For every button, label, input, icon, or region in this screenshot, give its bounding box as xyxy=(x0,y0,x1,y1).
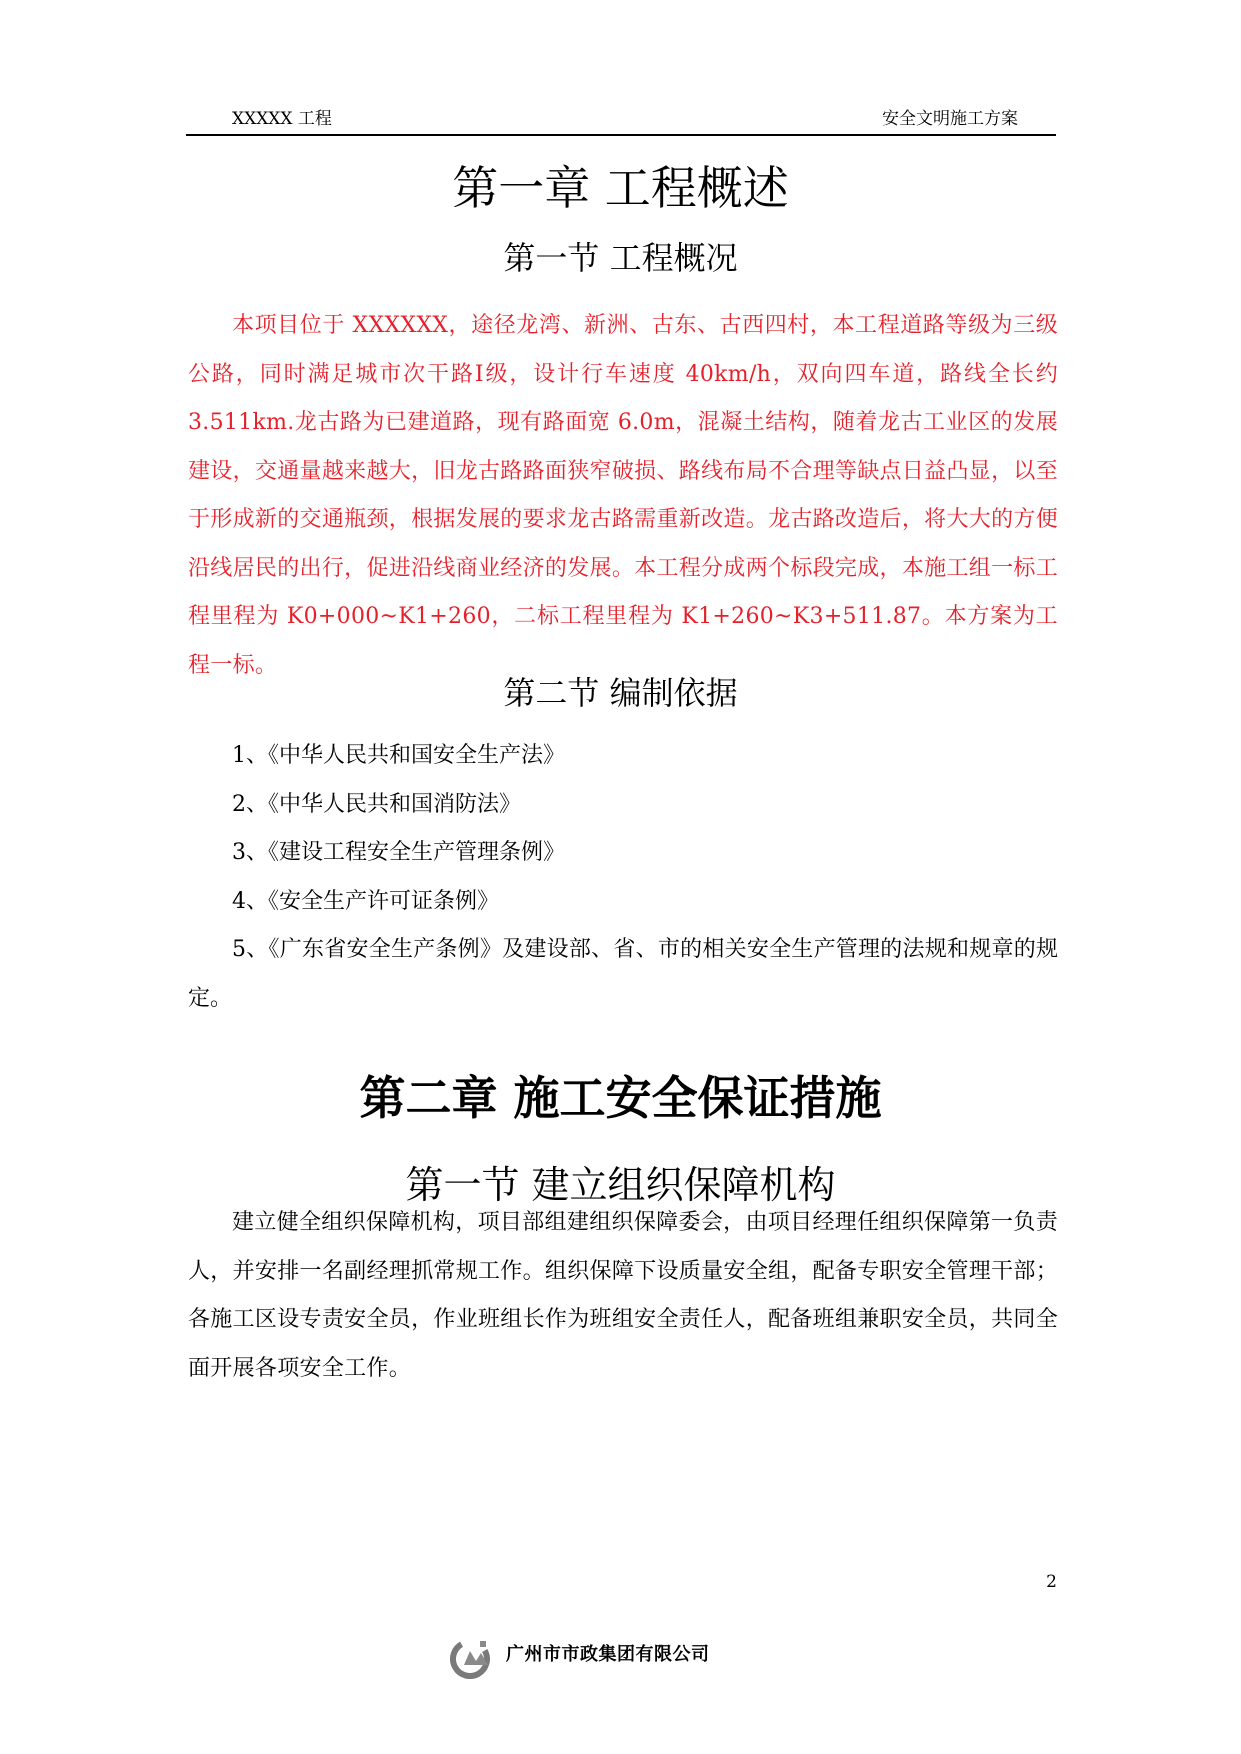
page-footer xyxy=(0,1627,1241,1677)
project-overview-text: 本项目位于 XXXXXX，途径龙湾、新洲、古东、古西四村，本工程道路等级为三级公路，同时满足城市次干路Ⅰ级，设计行车速度 40km/h，双向四车道，路线全长约 3.511km.龙古路为已建道路，现有路面宽 6.0m，混凝土结构，随着龙古工业区的发展建设，交通量越来越大，旧龙古路路面狭窄破损、路线布局不合理等缺点日益凸显，以至于形成新的交通瓶颈，根据发展的要求龙古路需重新改造。龙古路改造后，将大大的方便沿线居民的出行，促进沿线商业经济的发展。本工程分成两个标段完成，本施工组一标工程里程为 K0+000~K1+260，二标工程里程为 K1+260~K3+511.87。本方案为工程一标。 xyxy=(188,313,1058,678)
chapter-1-title: 第一章 工程概述 xyxy=(452,161,789,215)
organization-text: 建立健全组织保障机构，项目部组建组织保障委会，由项目经理任组织保障第一负责人，并安排一名副经理抓常规工作。组织保障下设质量安全组，配备专职安全管理干部；各施工区设专责安全员，作业班组长作为班组安全责任人，配备班组兼职安全员，共同全面开展各项安全工作。 xyxy=(188,1210,1058,1381)
chapter-1-section-1-title: 第一节 工程概况 xyxy=(503,239,738,277)
header-divider xyxy=(186,134,1056,136)
basis-list-item: 3、《建设工程安全生产管理条例》 xyxy=(232,840,565,865)
organization-paragraph xyxy=(188,1199,1058,1393)
basis-list xyxy=(188,732,1058,1023)
basis-list-item: 2、《中华人民共和国消防法》 xyxy=(232,791,521,817)
company-logo-icon xyxy=(450,1635,494,1679)
page-number: 2 xyxy=(1046,1572,1057,1592)
chapter-2-title: 第二章 施工安全保证措施 xyxy=(359,1071,882,1125)
company-name: 广州市市政集团有限公司 xyxy=(506,1644,710,1665)
header-project-name: XXXXX 工程 xyxy=(232,109,332,129)
basis-list-item: 1、《中华人民共和国安全生产法》 xyxy=(232,743,565,768)
chapter-1-section-2-title: 第二节 编制依据 xyxy=(503,674,738,712)
header-document-title: 安全文明施工方案 xyxy=(882,109,1018,129)
project-overview-paragraph xyxy=(188,302,1058,690)
chapter-2-section-1-title: 第一节 建立组织保障机构 xyxy=(405,1163,836,1207)
basis-list-item: 5、《广东省安全生产条例》及建设部、省、市的相关安全生产管理的法规和规章的规定。 xyxy=(188,937,1058,1011)
basis-list-item: 4、《安全生产许可证条例》 xyxy=(232,888,499,914)
